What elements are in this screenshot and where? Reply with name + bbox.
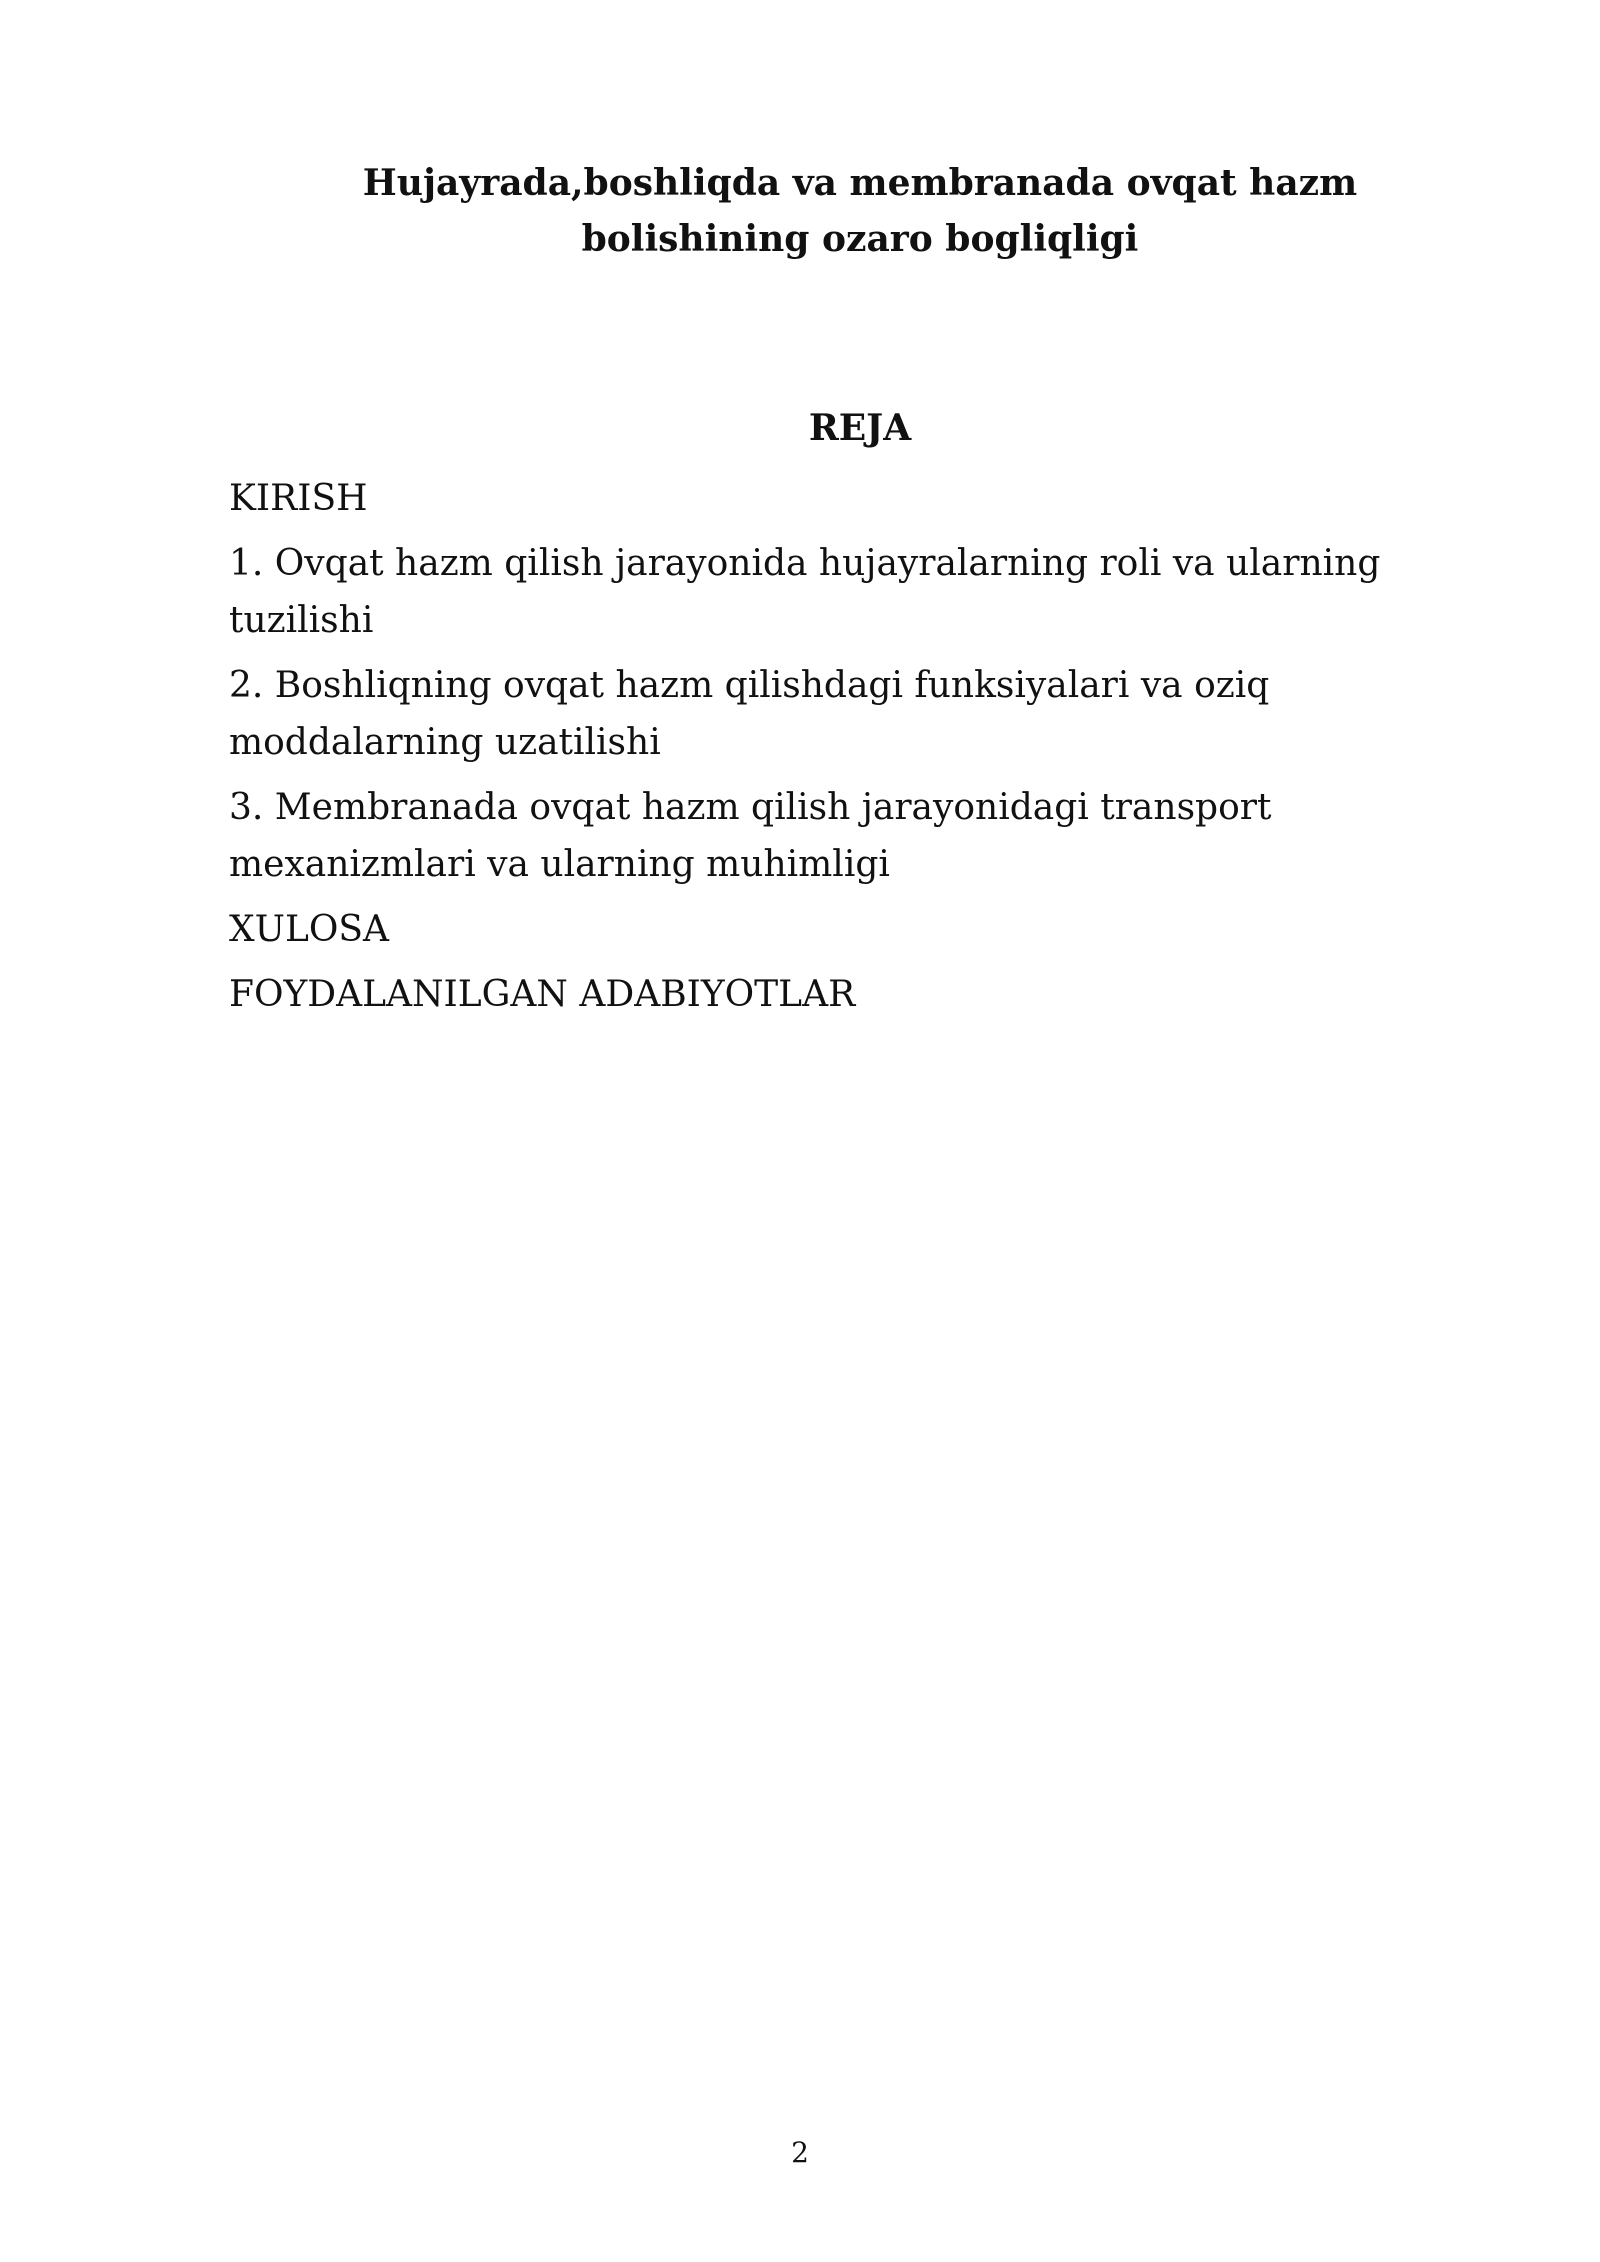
plan-item-2: 2. Boshliqning ovqat hazm qilishdagi funksiyalari va oziq moddalarning uzatilishi [229, 665, 1270, 763]
plan-list [229, 470, 1479, 1031]
page-number: 2 [791, 2136, 809, 2169]
plan-item-conclusion: XULOSA [229, 909, 390, 950]
plan-item-references: FOYDALANILGAN ADABIYOTLAR [229, 974, 856, 1015]
plan-heading: REJA [808, 407, 912, 449]
document-title [260, 155, 1460, 267]
plan-item-3: 3. Membranada ovqat hazm qilish jarayonidagi transport mexanizmlari va ularning muhimligi [229, 787, 1272, 885]
plan-item-introduction: KIRISH [229, 478, 368, 519]
document-title-line-1: Hujayrada,boshliqda va membranada ovqat hazm [362, 162, 1358, 204]
plan-item-1: 1. Ovqat hazm qilish jarayonida hujayralarning roli va ularning tuzilishi [229, 543, 1381, 641]
document-title-line-2: bolishining ozaro bogliqligi [581, 218, 1139, 260]
